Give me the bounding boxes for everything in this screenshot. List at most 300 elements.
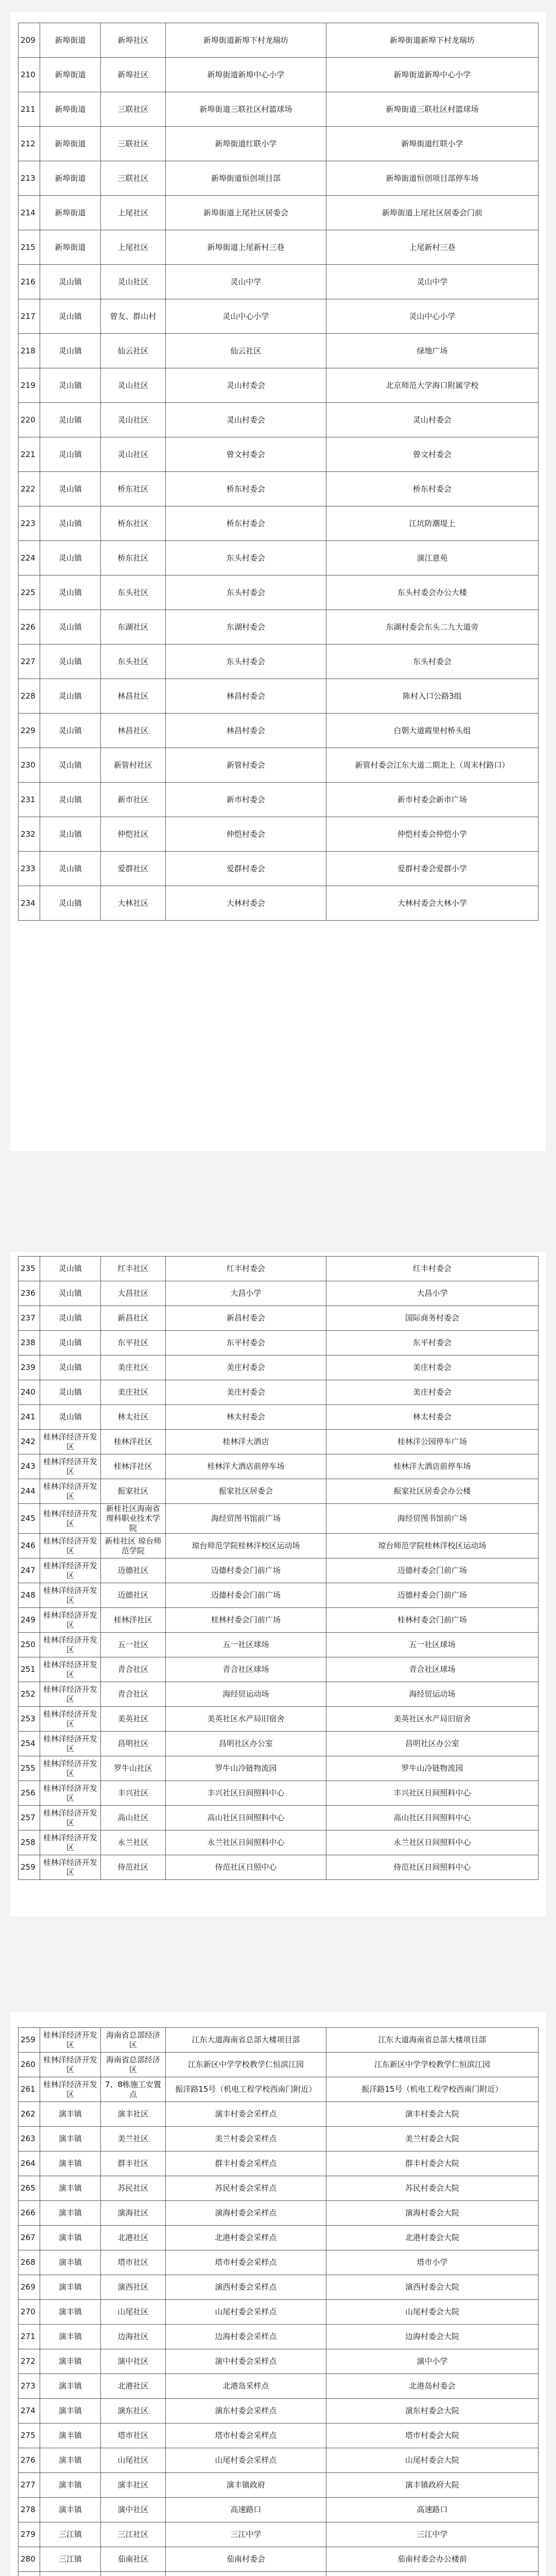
town-cell: 桂林洋经济开发区 <box>40 1806 101 1831</box>
row-number-cell: 228 <box>19 679 40 714</box>
table-row <box>19 2077 538 2102</box>
row-number-cell: 269 <box>19 2275 40 2300</box>
town-cell: 桂林洋经济开发区 <box>40 2077 101 2102</box>
row-number-cell: 236 <box>19 1281 40 1306</box>
community-cell: 上尾社区 <box>101 230 166 265</box>
table-row <box>19 2176 538 2201</box>
site-name-cell: 侍范社区日照中心 <box>166 1855 326 1880</box>
community-cell: 桂林洋社区 <box>101 1608 166 1633</box>
row-number-cell: 240 <box>19 1380 40 1405</box>
town-cell: 桂林洋经济开发区 <box>40 1855 101 1880</box>
town-cell: 演丰镇 <box>40 2424 101 2448</box>
site-address-cell: 国际商务村委会 <box>326 1306 538 1331</box>
town-cell: 演丰镇 <box>40 2399 101 2424</box>
table-row <box>19 1583 538 1608</box>
table-row <box>19 2399 538 2424</box>
site-address-cell: 高山社区日间照料中心 <box>326 1806 538 1831</box>
table-row <box>19 817 538 852</box>
site-name-cell: 演东村委会采样点 <box>166 2399 326 2424</box>
site-address-cell: 演中小学 <box>326 2349 538 2374</box>
site-name-cell: 永兰社区日间照料中心 <box>166 1831 326 1855</box>
site-name-cell: 灵山村委会 <box>166 368 326 403</box>
community-cell: 五一社区 <box>101 1633 166 1657</box>
site-name-cell: 山尾村委会采样点 <box>166 2448 326 2473</box>
town-cell: 三江镇 <box>40 2547 101 2572</box>
site-name-cell: 江东新区中学学校教学仁恒滨江园 <box>166 2053 326 2077</box>
row-number-cell: 252 <box>19 1682 40 1707</box>
row-number-cell: 255 <box>19 1756 40 1781</box>
town-cell: 灵山镇 <box>40 852 101 886</box>
community-cell: 苏民社区 <box>101 2176 166 2201</box>
table-row <box>19 575 538 610</box>
community-cell: 高山社区 <box>101 1806 166 1831</box>
site-name-cell: 桥东村委会 <box>166 506 326 541</box>
town-cell: 演丰镇 <box>40 2201 101 2226</box>
row-number-cell: 278 <box>19 2498 40 2522</box>
table-row <box>19 2325 538 2349</box>
site-name-cell: 大昌小学 <box>166 1281 326 1306</box>
site-address-cell: 群丰村委会大院 <box>326 2151 538 2176</box>
row-number-cell: 268 <box>19 2250 40 2275</box>
site-address-cell: 五一社区球场 <box>326 1633 538 1657</box>
site-address-cell: 北港村委会大院 <box>326 2226 538 2250</box>
site-name-cell: 仲恺村委会 <box>166 817 326 852</box>
site-address-cell: 塔市小学 <box>326 2250 538 2275</box>
site-name-cell: 新埠街道红联小学 <box>166 127 326 161</box>
row-number-cell: 242 <box>19 1430 40 1454</box>
table-row <box>19 1257 538 1281</box>
site-address-cell: 演江意苑 <box>326 541 538 575</box>
site-name-cell: 演丰镇政府 <box>166 2473 326 2498</box>
table-row <box>19 1430 538 1454</box>
table-row <box>19 541 538 575</box>
site-address-cell: 迈德村委会门前广场 <box>326 1583 538 1608</box>
site-name-cell: 群丰村委会采样点 <box>166 2151 326 2176</box>
site-name-cell: 昌明社区办公室 <box>166 1732 326 1756</box>
table-row <box>19 1608 538 1633</box>
site-name-cell: 新市村委会 <box>166 783 326 817</box>
town-cell: 灵山镇 <box>40 334 101 368</box>
row-number-cell: 241 <box>19 1405 40 1430</box>
row-number-cell: 267 <box>19 2226 40 2250</box>
site-address-cell: 新管村委会江东大道二期北上（周末村路口） <box>326 748 538 783</box>
town-cell: 灵山镇 <box>40 1380 101 1405</box>
town-cell: 灵山镇 <box>40 575 101 610</box>
row-number-cell: 261 <box>19 2077 40 2102</box>
site-address-cell: 东湖村委会东头二九大道旁 <box>326 610 538 645</box>
row-number-cell: 273 <box>19 2374 40 2399</box>
table-row <box>19 1454 538 1479</box>
site-name-cell: 演丰村委会采样点 <box>166 2102 326 2127</box>
town-cell: 灵山镇 <box>40 1257 101 1281</box>
town-cell: 灵山镇 <box>40 1405 101 1430</box>
table-row <box>19 1504 538 1534</box>
community-cell: 仙云社区 <box>101 334 166 368</box>
community-cell: 新桂社区 琼台师范学院 <box>101 1534 166 1558</box>
site-name-cell: 三江中学 <box>166 2522 326 2547</box>
site-address-cell: 海经贸图书馆前广场 <box>326 1504 538 1534</box>
site-address-cell: 塔市村委会大院 <box>326 2424 538 2448</box>
community-cell: 新昌社区 <box>101 1306 166 1331</box>
town-cell: 演丰镇 <box>40 2448 101 2473</box>
row-number-cell: 233 <box>19 852 40 886</box>
community-cell: 灵山社区 <box>101 403 166 437</box>
site-name-cell <box>166 2572 326 2576</box>
site-name-cell: 北港岛采样点 <box>166 2374 326 2399</box>
table-row <box>19 1355 538 1380</box>
site-name-cell: 青合社区球场 <box>166 1657 326 1682</box>
town-cell: 灵山镇 <box>40 541 101 575</box>
community-cell: 三联社区 <box>101 161 166 196</box>
table-row <box>19 92 538 127</box>
site-name-cell: 灵山中学 <box>166 265 326 299</box>
table-row <box>19 2424 538 2448</box>
town-cell: 桂林洋经济开发区 <box>40 1831 101 1855</box>
site-name-cell: 高速路口 <box>166 2498 326 2522</box>
town-cell: 桂林洋经济开发区 <box>40 1781 101 1806</box>
community-cell <box>101 2572 166 2576</box>
site-name-cell: 琼台师范学院桂林洋校区运动场 <box>166 1534 326 1558</box>
community-cell: 永兰社区 <box>101 1831 166 1855</box>
community-cell: 塔市社区 <box>101 2250 166 2275</box>
table-row <box>19 403 538 437</box>
community-cell: 山尾社区 <box>101 2300 166 2325</box>
row-number-cell: 271 <box>19 2325 40 2349</box>
site-address-cell: 昌明社区办公室 <box>326 1732 538 1756</box>
site-name-cell: 新管村委会 <box>166 748 326 783</box>
table-row <box>19 748 538 783</box>
town-cell: 新埠街道 <box>40 196 101 230</box>
table-row <box>19 679 538 714</box>
table-row <box>19 1707 538 1732</box>
table-row <box>19 2374 538 2399</box>
row-number-cell: 229 <box>19 714 40 748</box>
site-name-cell: 桥东村委会 <box>166 472 326 506</box>
row-number-cell: 227 <box>19 645 40 679</box>
community-cell: 7、8栋施工安置点 <box>101 2077 166 2102</box>
town-cell: 新埠街道 <box>40 161 101 196</box>
table-row <box>19 2226 538 2250</box>
table-row <box>19 1558 538 1583</box>
community-cell: 大昌社区 <box>101 1281 166 1306</box>
town-cell: 演丰镇 <box>40 2300 101 2325</box>
site-address-cell: 边海村委会大院 <box>326 2325 538 2349</box>
town-cell: 新埠街道 <box>40 127 101 161</box>
community-cell: 茄南社区 <box>101 2547 166 2572</box>
site-address-cell: 东头村委会 <box>326 645 538 679</box>
site-name-cell: 丰兴社区日间照料中心 <box>166 1781 326 1806</box>
town-cell: 新埠街道 <box>40 23 101 58</box>
site-address-cell: 红丰村委会 <box>326 1257 538 1281</box>
community-cell: 新市社区 <box>101 783 166 817</box>
row-number-cell: 275 <box>19 2424 40 2448</box>
document-page-1 <box>10 12 546 1151</box>
town-cell: 演丰镇 <box>40 2226 101 2250</box>
document-page-3 <box>10 2012 546 2576</box>
site-address-cell: 美庄村委会 <box>326 1380 538 1405</box>
row-number-cell: 219 <box>19 368 40 403</box>
site-name-cell: 高山社区日间照料中心 <box>166 1806 326 1831</box>
row-number-cell: 259 <box>19 2028 40 2053</box>
table-row <box>19 161 538 196</box>
row-number-cell: 258 <box>19 1831 40 1855</box>
site-name-cell: 演海村委会采样点 <box>166 2201 326 2226</box>
row-number-cell: 237 <box>19 1306 40 1331</box>
community-cell: 上尾社区 <box>101 196 166 230</box>
community-cell: 三联社区 <box>101 127 166 161</box>
table-row <box>19 1633 538 1657</box>
site-name-cell: 五一社区球场 <box>166 1633 326 1657</box>
town-cell: 演丰镇 <box>40 2176 101 2201</box>
row-number-cell: 244 <box>19 1479 40 1504</box>
table-row <box>19 196 538 230</box>
community-cell: 美兰社区 <box>101 2127 166 2151</box>
table-row <box>19 610 538 645</box>
site-address-cell: 丰兴社区日间照料中心 <box>326 1781 538 1806</box>
site-address-cell: 江坑防潮堤上 <box>326 506 538 541</box>
town-cell: 灵山镇 <box>40 1281 101 1306</box>
community-cell: 爱群社区 <box>101 852 166 886</box>
community-cell: 群丰社区 <box>101 2151 166 2176</box>
community-cell: 新埠社区 <box>101 23 166 58</box>
site-address-cell: 江东大道海南省总部大楼项目部 <box>326 2028 538 2053</box>
site-address-cell: 新市村委会新市广场 <box>326 783 538 817</box>
row-number-cell: 265 <box>19 2176 40 2201</box>
community-cell: 振家社区 <box>101 1479 166 1504</box>
site-address-cell: 北京师范大学海口附属学校 <box>326 368 538 403</box>
town-cell: 灵山镇 <box>40 368 101 403</box>
site-name-cell: 林太村委会 <box>166 1405 326 1430</box>
community-cell: 新桂社区海南省理科职业技术学院 <box>101 1504 166 1534</box>
row-number-cell: 243 <box>19 1454 40 1479</box>
row-number-cell: 232 <box>19 817 40 852</box>
site-address-cell: 演东村委会大院 <box>326 2399 538 2424</box>
community-cell: 演西社区 <box>101 2275 166 2300</box>
row-number-cell: 246 <box>19 1534 40 1558</box>
row-number-cell: 277 <box>19 2473 40 2498</box>
row-number-cell: 247 <box>19 1558 40 1583</box>
site-address-cell: 美庄村委会 <box>326 1355 538 1380</box>
row-number-cell: 256 <box>19 1781 40 1806</box>
row-number-cell: 217 <box>19 299 40 334</box>
table-row <box>19 1682 538 1707</box>
row-number-cell: 215 <box>19 230 40 265</box>
community-cell: 桥东社区 <box>101 541 166 575</box>
row-number-cell: 245 <box>19 1504 40 1534</box>
table-row <box>19 1479 538 1504</box>
row-number-cell: 253 <box>19 1707 40 1732</box>
community-cell: 昌明社区 <box>101 1732 166 1756</box>
community-cell: 演中社区 <box>101 2349 166 2374</box>
site-name-cell: 美庄村委会 <box>166 1355 326 1380</box>
row-number-cell: 209 <box>19 23 40 58</box>
site-name-cell: 桂林村委会门前广场 <box>166 1608 326 1633</box>
site-name-cell: 东头村委会 <box>166 645 326 679</box>
row-number-cell: 222 <box>19 472 40 506</box>
community-cell: 演海社区 <box>101 2201 166 2226</box>
town-cell: 灵山镇 <box>40 437 101 472</box>
table-row <box>19 2448 538 2473</box>
town-cell: 灵山镇 <box>40 679 101 714</box>
community-cell: 美庄社区 <box>101 1355 166 1380</box>
site-name-cell: 东平村委会 <box>166 1331 326 1355</box>
site-address-cell: 新埠街道新埠中心小学 <box>326 58 538 92</box>
table-row <box>19 58 538 92</box>
town-cell: 演丰镇 <box>40 2250 101 2275</box>
site-name-cell: 边海村委会采样点 <box>166 2325 326 2349</box>
site-address-cell: 山尾村委会大院 <box>326 2448 538 2473</box>
community-cell: 三江社区 <box>101 2522 166 2547</box>
community-cell: 美英社区 <box>101 1707 166 1732</box>
table-row <box>19 886 538 921</box>
row-number-cell: 223 <box>19 506 40 541</box>
table-row <box>19 437 538 472</box>
community-cell: 三联社区 <box>101 92 166 127</box>
town-cell: 新埠街道 <box>40 230 101 265</box>
site-address-cell: 罗牛山冷链物流园 <box>326 1756 538 1781</box>
site-address-cell: 桂林洋大酒店前停车场 <box>326 1454 538 1479</box>
row-number-cell: 272 <box>19 2349 40 2374</box>
testing-sites-table-2 <box>18 1256 538 1880</box>
row-number-cell: 248 <box>19 1583 40 1608</box>
site-address-cell: 曾文村委会 <box>326 437 538 472</box>
table-row <box>19 1781 538 1806</box>
site-name-cell: 演中村委会采样点 <box>166 2349 326 2374</box>
row-number-cell: 279 <box>19 2522 40 2547</box>
table-row <box>19 2572 538 2576</box>
community-cell: 北港社区 <box>101 2374 166 2399</box>
town-cell: 灵山镇 <box>40 610 101 645</box>
community-cell: 桥东社区 <box>101 506 166 541</box>
table-row <box>19 1855 538 1880</box>
row-number-cell: 224 <box>19 541 40 575</box>
row-number-cell: 251 <box>19 1657 40 1682</box>
town-cell: 桂林洋经济开发区 <box>40 1657 101 1682</box>
site-name-cell: 新埠街道上尾社区居委会 <box>166 196 326 230</box>
table-row <box>19 1657 538 1682</box>
row-number-cell: 260 <box>19 2053 40 2077</box>
community-cell: 演中社区 <box>101 2498 166 2522</box>
site-name-cell: 桂林洋大酒店前停车场 <box>166 1454 326 1479</box>
town-cell: 桂林洋经济开发区 <box>40 1454 101 1479</box>
testing-sites-table-1 <box>18 23 538 921</box>
town-cell: 灵山镇 <box>40 1355 101 1380</box>
town-cell: 灵山镇 <box>40 506 101 541</box>
row-number-cell: 276 <box>19 2448 40 2473</box>
row-number-cell: 239 <box>19 1355 40 1380</box>
community-cell: 东头社区 <box>101 645 166 679</box>
town-cell: 灵山镇 <box>40 403 101 437</box>
row-number-cell: 249 <box>19 1608 40 1633</box>
site-name-cell: 茄南村委会 <box>166 2547 326 2572</box>
site-name-cell: 美英社区水产局旧宿舍 <box>166 1707 326 1732</box>
site-address-cell: 美英社区水产局旧宿舍 <box>326 1707 538 1732</box>
site-address-cell: 演丰镇政府大院 <box>326 2473 538 2498</box>
table-row <box>19 472 538 506</box>
site-name-cell: 林昌村委会 <box>166 714 326 748</box>
table-row <box>19 2250 538 2275</box>
site-name-cell: 罗牛山冷链物流园 <box>166 1756 326 1781</box>
row-number-cell: 280 <box>19 2547 40 2572</box>
site-address-cell: 新埠街道恒创项目部停车场 <box>326 161 538 196</box>
town-cell: 演丰镇 <box>40 2473 101 2498</box>
community-cell: 曾友、群山村 <box>101 299 166 334</box>
town-cell: 演丰镇 <box>40 2275 101 2300</box>
site-address-cell: 大昌小学 <box>326 1281 538 1306</box>
town-cell: 桂林洋经济开发区 <box>40 1633 101 1657</box>
site-name-cell: 江东大道海南省总部大楼项目部 <box>166 2028 326 2053</box>
table-row <box>19 1281 538 1306</box>
site-name-cell: 塔市村委会采样点 <box>166 2424 326 2448</box>
site-address-cell: 大林村委会大林小学 <box>326 886 538 921</box>
site-address-cell: 桂林村委会门前广场 <box>326 1608 538 1633</box>
site-name-cell: 振家社区居委会 <box>166 1479 326 1504</box>
site-name-cell: 海经贸图书馆前广场 <box>166 1504 326 1534</box>
site-address-cell: 演丰村委会大院 <box>326 2102 538 2127</box>
site-address-cell: 美兰村委会大院 <box>326 2127 538 2151</box>
town-cell: 桂林洋经济开发区 <box>40 1479 101 1504</box>
row-number-cell: 226 <box>19 610 40 645</box>
site-name-cell: 新埠街道新埠下村龙瑞坊 <box>166 23 326 58</box>
site-name-cell: 北港村委会采样点 <box>166 2226 326 2250</box>
town-cell: 演丰镇 <box>40 2349 101 2374</box>
row-number-cell: 254 <box>19 1732 40 1756</box>
town-cell: 桂林洋经济开发区 <box>40 1583 101 1608</box>
town-cell: 桂林洋经济开发区 <box>40 1756 101 1781</box>
town-cell: 新埠街道 <box>40 58 101 92</box>
table-row <box>19 1831 538 1855</box>
community-cell: 海南省总部经济区 <box>101 2028 166 2053</box>
town-cell: 桂林洋经济开发区 <box>40 1504 101 1534</box>
site-address-cell: 桥东村委会 <box>326 472 538 506</box>
site-address-cell: 绿地广场 <box>326 334 538 368</box>
table-row <box>19 265 538 299</box>
table-row <box>19 783 538 817</box>
row-number-cell: 266 <box>19 2201 40 2226</box>
town-cell: 演丰镇 <box>40 2498 101 2522</box>
row-number-cell: 264 <box>19 2151 40 2176</box>
site-name-cell: 林昌村委会 <box>166 679 326 714</box>
document-page-2 <box>10 1252 546 1917</box>
table-row <box>19 2053 538 2077</box>
table-row <box>19 645 538 679</box>
town-cell: 灵山镇 <box>40 1331 101 1355</box>
table-row <box>19 127 538 161</box>
row-number-cell: 216 <box>19 265 40 299</box>
site-name-cell: 振洋路15号（机电工程学校西南门附近） <box>166 2077 326 2102</box>
community-cell: 演丰社区 <box>101 2473 166 2498</box>
community-cell: 青合社区 <box>101 1657 166 1682</box>
site-name-cell: 美兰村委会采样点 <box>166 2127 326 2151</box>
site-address-cell: 青合社区球场 <box>326 1657 538 1682</box>
row-number-cell: 262 <box>19 2102 40 2127</box>
town-cell: 灵山镇 <box>40 886 101 921</box>
town-cell: 灵山镇 <box>40 817 101 852</box>
site-address-cell: 灵山中心小学 <box>326 299 538 334</box>
table-row <box>19 2473 538 2498</box>
town-cell: 桂林洋经济开发区 <box>40 1682 101 1707</box>
site-address-cell: 琼台师范学院桂林洋校区运动场 <box>326 1534 538 1558</box>
site-address-cell: 江东新区中学学校教学仁恒滨江园 <box>326 2053 538 2077</box>
town-cell: 桂林洋经济开发区 <box>40 1430 101 1454</box>
site-address-cell: 苏民村委会大院 <box>326 2176 538 2201</box>
table-row <box>19 852 538 886</box>
table-row <box>19 2300 538 2325</box>
testing-sites-table-3 <box>18 2027 538 2576</box>
table-row <box>19 1331 538 1355</box>
site-name-cell: 迈德村委会门前广场 <box>166 1558 326 1583</box>
row-number-cell: 213 <box>19 161 40 196</box>
